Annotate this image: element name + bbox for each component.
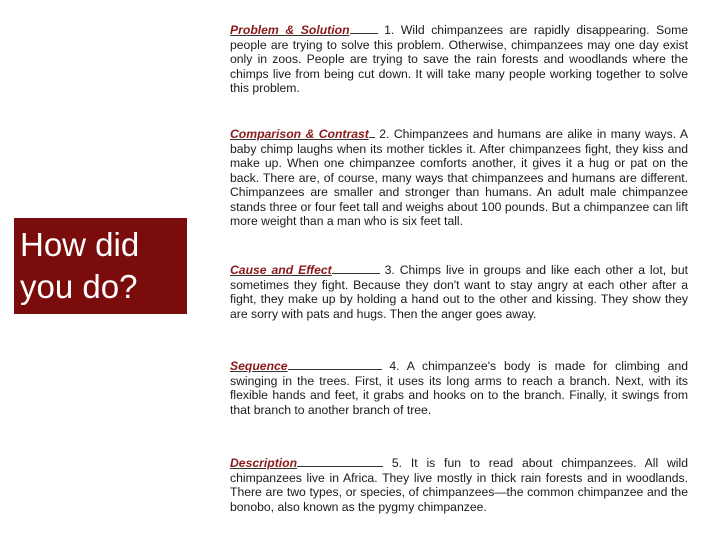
underline-blank [350, 22, 378, 34]
passage-label: Problem & Solution [230, 23, 350, 37]
banner-line-1: How did [20, 226, 140, 263]
passage-text: 3. Chimps live in groups and like each other a lot, but sometimes they fight. Because they don't want to stay angry at each other after a fight, they make up by holding a hand out to the other and kissing. They show they are sorry with pats and hugs. Then the anger goes away. [230, 263, 688, 321]
passage-problem-solution [230, 22, 688, 96]
underline-blank [297, 455, 383, 467]
how-did-you-do-banner [14, 218, 187, 314]
passage-label: Comparison & Contrast [230, 127, 369, 141]
banner-line-2: you do? [20, 268, 138, 305]
passage-label: Cause and Effect [230, 263, 332, 277]
passage-text: 5. It is fun to read about chimpanzees. All wild chimpanzees live in Africa. They live mostly in thick rain forests and in woodlands. There are two types, or species, of chimpanzees—the common chimpanzee and the bonobo, also known as the pygmy chimpanzee. [230, 456, 689, 514]
passage-description [230, 455, 688, 514]
underline-blank [332, 262, 380, 274]
passage-comparison-contrast [230, 126, 688, 229]
passage-label: Sequence [230, 359, 288, 373]
passage-cause-effect [230, 262, 688, 321]
underline-blank [369, 126, 375, 138]
passage-text: 4. A chimpanzee's body is made for climbing and swinging in the trees. First, it uses its long arms to reach a branch. Next, with its flexible hands and feet, it grabs and hooks on to the branch. Finally, it swings from that branch to another branch of tree. [230, 359, 688, 417]
passage-text: 2. Chimpanzees and humans are alike in many ways. A baby chimp laughs when its mother tickles it. After chimpanzees fight, they kiss and make up. When one chimpanzee comforts another, it gives it a hug or pat on the back. There are, of course, many ways that chimpanzees and humans are different. Chimpanzees are smaller and stronger than humans. An adult male chimpanzee stands three or four feet tall and weighs about 100 pounds. But a chimpanzee can lift more weight than a man who is six feet tall. [230, 127, 688, 228]
passage-label: Description [230, 456, 298, 470]
passage-sequence [230, 358, 688, 417]
banner-text [20, 224, 139, 308]
passage-text: 1. Wild chimpanzees are rapidly disappearing. Some people are trying to solve this problem. Otherwise, chimpanzees may one day exist only in zoos. People are trying to save the rain forests and woodlands where the chimps live from being cut down. It will take many people working together to solve this problem. [230, 23, 688, 95]
underline-blank [288, 358, 382, 370]
